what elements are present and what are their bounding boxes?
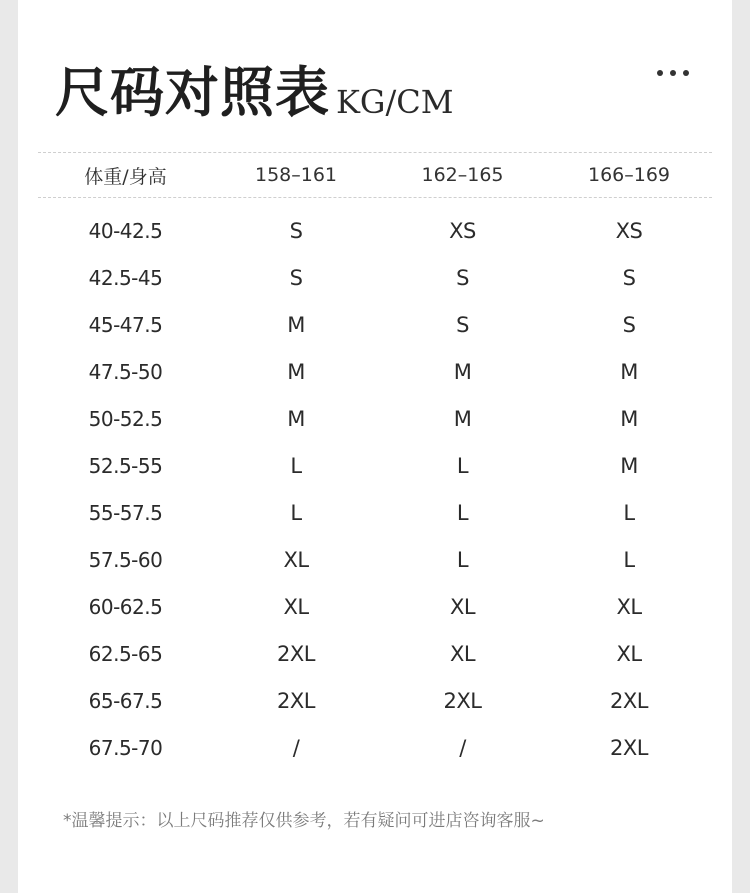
table-row [38, 724, 712, 771]
table-row [38, 254, 712, 301]
dot [670, 70, 676, 76]
size-cell: L [290, 500, 302, 525]
table-row [38, 348, 712, 395]
size-cell: M [620, 453, 638, 478]
header-height-158-161: 158–161 [254, 164, 338, 186]
table-row [38, 677, 712, 724]
size-cell: S [622, 312, 636, 337]
weight-cell: 60-62.5 [88, 594, 163, 619]
header-height-166-169: 166–169 [587, 164, 671, 186]
size-cell: 2XL [277, 641, 315, 666]
size-cell: M [453, 406, 472, 431]
size-cell: M [620, 406, 638, 431]
size-cell: L [290, 453, 302, 478]
size-chart-card [18, 0, 732, 893]
table-row [38, 301, 712, 348]
weight-cell: 45-47.5 [88, 312, 163, 337]
weight-cell: 62.5-65 [88, 641, 163, 666]
size-cell: XS [449, 218, 476, 243]
page-title: 尺码对照表 [55, 61, 330, 124]
weight-cell: 42.5-45 [88, 265, 163, 290]
size-cell: M [287, 312, 305, 337]
tip-note: *温馨提示：以上尺码推荐仅供参考，若有疑问可进店咨询客服~ [63, 811, 545, 831]
size-cell: L [623, 547, 635, 572]
title-row [55, 62, 454, 124]
weight-cell: 67.5-70 [88, 735, 163, 760]
size-cell: XL [283, 547, 309, 572]
size-cell: M [620, 359, 638, 384]
size-cell: M [287, 359, 305, 384]
weight-cell: 57.5-60 [88, 547, 163, 572]
size-cell: L [456, 547, 469, 572]
size-cell: 2XL [610, 735, 648, 760]
size-cell: / [292, 735, 300, 760]
size-cell: XL [449, 641, 476, 666]
size-cell: M [453, 359, 472, 384]
dot [683, 70, 689, 76]
weight-cell: 65-67.5 [88, 688, 163, 713]
header-height-162-165: 162–165 [421, 164, 504, 186]
table-row [38, 630, 712, 677]
more-dots-icon[interactable] [653, 62, 693, 84]
size-cell: L [456, 453, 469, 478]
size-cell: 2XL [277, 688, 315, 713]
dot [657, 70, 663, 76]
table-row [38, 536, 712, 583]
size-cell: XL [616, 594, 642, 619]
size-cell: XL [283, 594, 309, 619]
table-row [38, 442, 712, 489]
weight-cell: 50-52.5 [88, 406, 163, 431]
size-cell: L [456, 500, 469, 525]
table-row [38, 583, 712, 630]
size-cell: M [287, 406, 305, 431]
table-row [38, 489, 712, 536]
size-cell: 2XL [443, 688, 482, 713]
weight-cell: 52.5-55 [88, 453, 163, 478]
weight-cell: 40-42.5 [88, 218, 163, 243]
size-table [38, 152, 712, 771]
size-cell: XL [449, 594, 476, 619]
header-weight-height: 体重/身高 [84, 165, 167, 188]
size-cell: L [623, 500, 635, 525]
size-cell: S [456, 265, 469, 290]
size-cell: XL [616, 641, 642, 666]
size-cell: S [289, 218, 303, 243]
table-body [38, 198, 712, 771]
weight-cell: 47.5-50 [88, 359, 163, 384]
size-cell: S [289, 265, 303, 290]
size-cell: S [622, 265, 636, 290]
table-row [38, 395, 712, 442]
size-cell: S [456, 312, 469, 337]
unit-label: KG/CM [336, 83, 454, 121]
table-row [38, 207, 712, 254]
size-cell: XS [615, 218, 643, 243]
size-cell: 2XL [610, 688, 648, 713]
size-cell: / [459, 735, 466, 760]
weight-cell: 55-57.5 [88, 500, 163, 525]
table-header [38, 152, 712, 198]
